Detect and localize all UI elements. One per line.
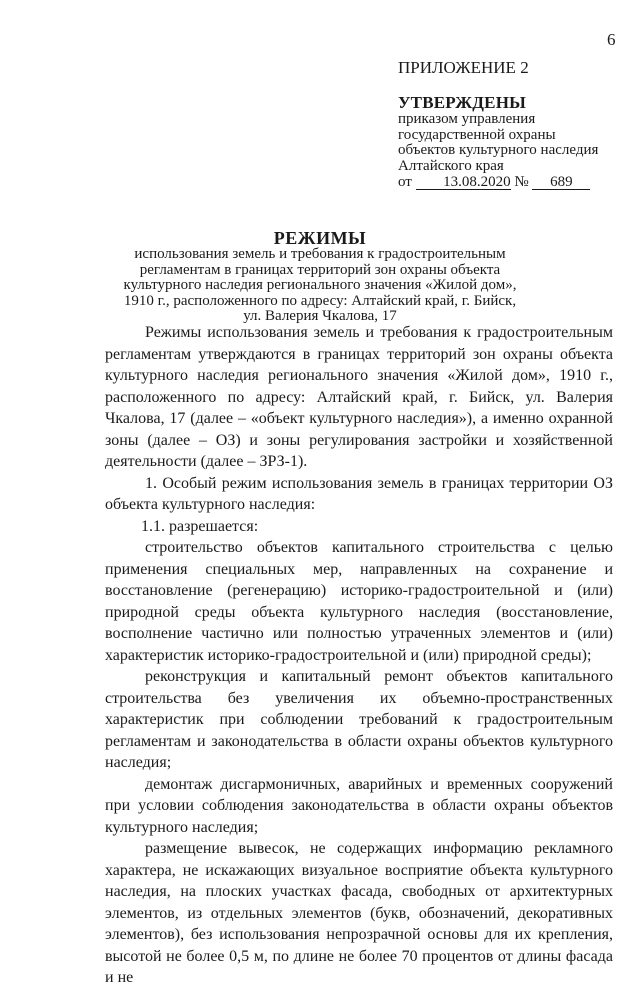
title-sub-line: ул. Валерия Чкалова, 17 xyxy=(243,308,397,324)
title-main: РЕЖИМЫ xyxy=(273,228,367,248)
order-date: 13.08.2020 xyxy=(416,175,511,190)
page-number: 6 xyxy=(607,30,616,49)
paragraph-allowed-signage: размещение вывесок, не содержащих информацию рекламного характера, не искажающих визуальное восприятие объекта культурного наследия, на плоских участках фасада, свободных от архитектурных элементов, из отдельных элементов (букв, обозначений, декоративных элементов), без использования непрозрачной основы для их крепления, высотой не более 0,5 м, по длине не более 70 процентов от длины фасада и не xyxy=(105,840,613,986)
paragraph-intro: Режимы использования земель и требования к градостроительным регламентам утверждаются в границах территорий зон охраны объекта культурного наследия регионального значения «Жилой дом», 1910 г., расположенного по адресу: Алтайский край, г. Бийск, ул. Валерия Чкалова, 17 (далее – «объект культурного наследия»), а именно охранной зоны (далее – ОЗ) и зоны регулирования застройки и хозяйственной деятельности (далее – ЗРЗ-1). xyxy=(105,324,613,470)
title-sub-line: 1910 г., расположенного по адресу: Алтайский край, г. Бийск, xyxy=(123,292,517,309)
document-title xyxy=(100,229,540,325)
document-body xyxy=(105,322,613,989)
paragraph-item-1-1: 1.1. разрешается: xyxy=(141,517,259,535)
approved-line: государственной охраны xyxy=(398,126,556,143)
order-prefix: от xyxy=(398,174,412,190)
title-sub-line: культурного наследия регионального значения «Жилой дом», xyxy=(123,277,517,293)
appendix-title: ПРИЛОЖЕНИЕ 2 xyxy=(398,58,529,77)
approved-line: Алтайского края xyxy=(398,157,504,174)
paragraph-allowed-construction: строительство объектов капитального строительства с целью применения специальных мер, направленных на сохранение и восстановление (регенерацию) историко-градостроительной и (или) природной среды объекта культурного наследия (восстановление, восполнение частично или полностью утраченных элементов и (или) характеристик историко-градостроительной и (или) природной среды); xyxy=(105,539,613,664)
order-number-label: № xyxy=(514,174,529,190)
paragraph-section-1: 1. Особый режим использования земель в границах территории ОЗ объекта культурного наследия: xyxy=(105,474,613,513)
paragraph-allowed-demolition: демонтаж дисгармоничных, аварийных и временных сооружений при условии соблюдения законодательства в области охраны объектов культурного наследия; xyxy=(105,775,613,836)
paragraph-allowed-reconstruction: реконструкция и капитальный ремонт объектов капитального строительства без увеличения их объемно-пространственных характеристик при соблюдении требований к градостроительным регламентам и законодательства в области охраны объектов культурного наследия; xyxy=(105,668,613,771)
title-sub-line: использования земель и требования к градостроительным xyxy=(134,246,506,262)
order-number: 689 xyxy=(532,175,590,190)
appendix-header xyxy=(398,58,628,190)
order-line xyxy=(398,174,628,190)
approved-line: объектов культурного наследия xyxy=(398,142,599,158)
approved-line: приказом управления xyxy=(398,111,536,127)
title-sub-line: регламентам в границах территорий зон охраны объекта xyxy=(139,261,501,278)
approved-label: УТВЕРЖДЕНЫ xyxy=(398,93,527,112)
